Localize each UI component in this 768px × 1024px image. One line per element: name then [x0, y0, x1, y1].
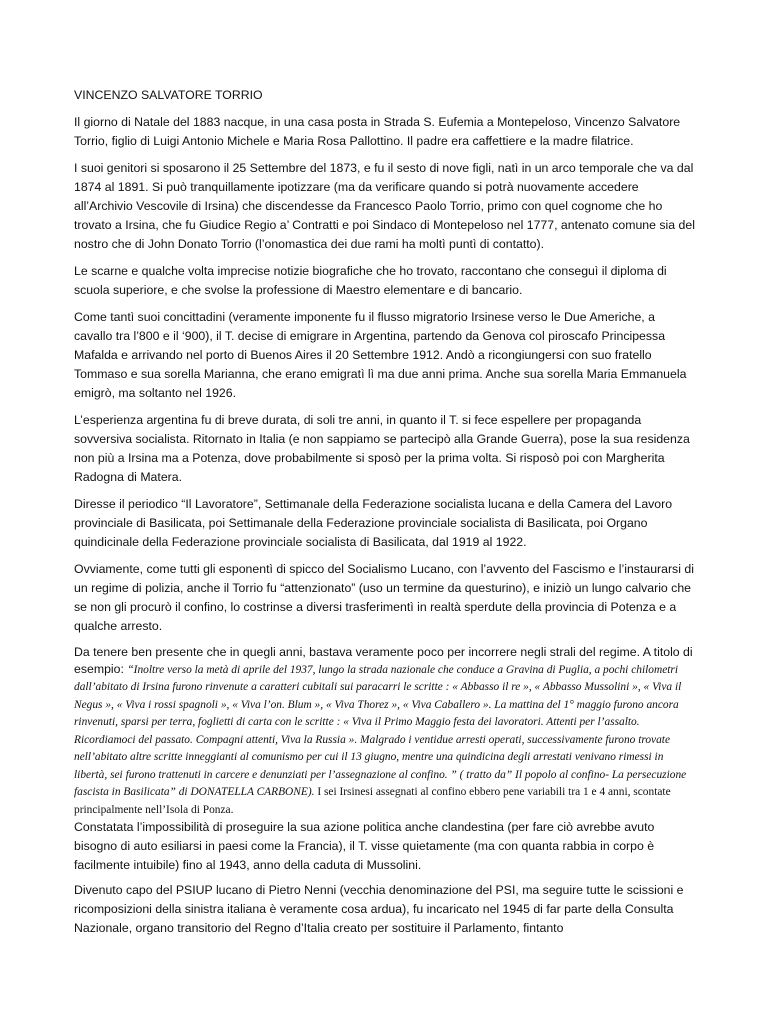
paragraph-return: L’esperienza argentina fu di breve durata, di soli tre anni, in quanto il T. si fece espellere per propaganda sovversiva socialista. Ritornato in Italia (e non sappiamo se partecipò alla Grande Guerra), pose la sua residenza non più a Irsina ma a Potenza, dove probabilmente si sposò per la prima volta. Si risposò poi con Margherita Radogna di Matera. — [74, 413, 690, 484]
document-page — [74, 86, 696, 946]
paragraph-emigration: Come tantì suoi concittadini (veramente imponente fu il flusso migratorio Irsinese verso le Due Americhe, a cavallo tra l’800 e il ‘900), il T. decise di emigrare in Argentina, partendo da Genova col piroscafo Principessa Mafalda e arrivando nel porto di Buenos Aires il 20 Settembre 1912. Andò a ricongiungersi con suo fratello Tommaso e sua sorella Marianna, che erano emigratì lì ma due anni prima. Anche sua sorella Maria Emmanuela emigrò, ma soltanto nel 1926. — [74, 310, 687, 400]
paragraph-psiup: Divenuto capo del PSIUP lucano di Pietro Nenni (vecchia denominazione del PSI, ma seguire tutte le scissioni e ricomposizioni della sinistra italiana è veramente cosa ardua), fu incaricato nel 1945 di far parte della Consulta Nazionale, organo transitorio del Regno d’Italia creato per sostituire il Parlamento, fintanto — [74, 883, 684, 935]
paragraph-education: Le scarne e qualche volta imprecise notizie biografiche che ho trovato, raccontano che conseguì il diploma di scuola superiore, e che svolse la professione di Maestro elementare e di bancario. — [74, 264, 667, 297]
quote-after: I sei Irsinesi assegnati al confino ebbero pene variabili tra 1 e 4 anni, scontate principalmente nell’Isola di Ponza. — [74, 786, 671, 816]
paragraph-family: I suoi genitori si sposarono il 25 Settembre del 1873, e fu il sesto di nove figli, natì in un arco temporale che va dal 1874 al 1891. Si può tranquillamente ipotizzare (ma da verificare quando si potrà nuovamente accedere all’Archivio Vescovile di Irsina) che discendesse da Francesco Paolo Torrio, primo con quel cognome che ho trovato a Irsina, che fu Giudice Regio a’ Contratti e poi Sindaco di Montepeloso nel 1777, antenato comune sia del nostro che di John Donato Torrio (l’onomastica dei due rami ha moltì puntì di contatto). — [74, 161, 695, 251]
paragraph-quote — [74, 644, 696, 875]
paragraph-birth: Il giorno di Natale del 1883 nacque, in una casa posta in Strada S. Eufemia a Montepeloso, Vincenzo Salvatore Torrio, figlio di Luigi Antonio Michele e Maria Rosa Pallottino. Il padre era caffettiere e la madre filatrice. — [74, 115, 681, 148]
document-title: VINCENZO SALVATORE TORRIO — [74, 88, 263, 102]
quote-closing: Constatata l’impossibilità di proseguire la sua azione politica anche clandestina (per fare ciò avrebbe avuto bisogno di auto esiliarsi in paesi come la Francia), il T. visse quietamente (ma con quanta rabbia in corpo è facilmente intuibile) fino al 1943, anno della caduta di Mussolini. — [74, 820, 655, 872]
quote-text: “Inoltre verso la metà di aprile del 1937, lungo la strada nazionale che conduce a Gravina di Puglia, a pochi chilometri dall’abitato di Irsina furono rinvenute a caratteri cubitali sui paracarri le scritte : « Abbasso il re », « Abbasso Mussolini », « Viva il Negus », « Viva i rossi spagnoli », « Viva l’on. Blum », « Viva Thorez », « Viva Caballero ». La mattina del 1° maggio furono ancora rinvenuti, sparsi per terra, foglietti di carta con le scritte : « Viva il Primo Maggio festa dei lavoratori. Attenti per l’assalto. Ricordiamoci del passato. Compagni attenti, Viva la Russia ». Malgrado i ventidue arresti operati, successivamente furono trovate nell’abitato altre scritte inneggianti al comunismo per cui il 13 giugno, mentre una quindicina degli arrestati venivano rimessi in libertà, sei furono trattenuti in carcere e denunziati per l’assegnazione al confino. ” ( tratto da” Il popolo al confino- La persecuzione fascista in Basilicata” di DONATELLA CARBONE). — [74, 663, 687, 798]
paragraph-newspaper: Diresse il periodico “Il Lavoratore”, Settimanale della Federazione socialista lucana e della Camera del Lavoro provinciale di Basilicata, poi Settimanale della Federazione provinciale socialista di Basilicata, poi Organo quindicinale della Federazione provinciale socialista di Basilicata, dal 1919 al 1922. — [74, 497, 673, 549]
paragraph-fascism: Ovviamente, come tutti gli esponentì di spicco del Socialismo Lucano, con l’avvento del Fascismo e l’instaurarsi di un regime di polizia, anche il Torrio fu “attenzionato” (uso un termine da questurino), e iniziò un lungo calvario che se non gli procurò il confino, lo costrinse a diversi trasferimentì in realtà sperdute della provincia di Potenza e a qualche arresto. — [74, 562, 694, 633]
quote-intro: Da tenere ben presente che in quegli anni, bastava veramente poco per incorrere negli strali del regime. A titolo di esempio: — [74, 645, 693, 676]
